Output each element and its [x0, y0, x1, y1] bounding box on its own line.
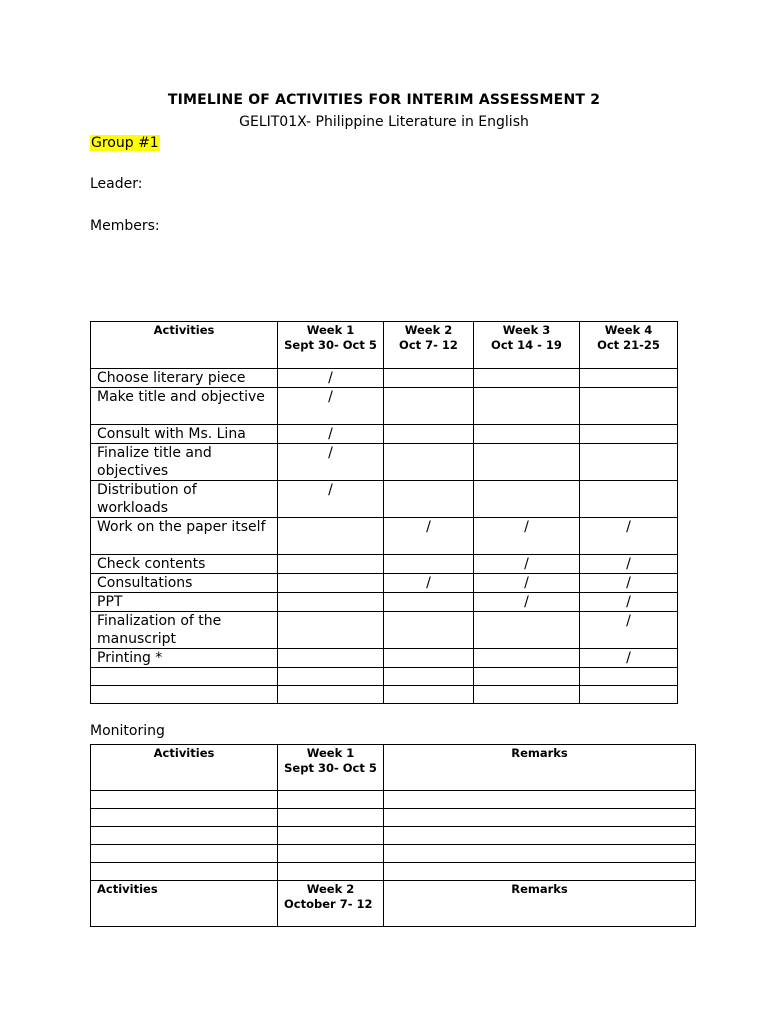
monitoring-cell: [278, 827, 384, 845]
week2-mark: [384, 444, 474, 481]
activity-cell: Consultations: [91, 574, 278, 593]
week2-mark: [384, 555, 474, 574]
week4-mark: [580, 444, 678, 481]
monitoring-cell: [278, 791, 384, 809]
table-row: [91, 863, 696, 881]
table-row: [91, 827, 696, 845]
week4-mark: [580, 668, 678, 686]
activity-cell: PPT: [91, 593, 278, 612]
table-row: [91, 574, 678, 593]
week4-mark: /: [580, 518, 678, 555]
week1-mark: [278, 574, 384, 593]
table-row: [91, 369, 678, 388]
timeline-header-row: [91, 322, 678, 369]
monitoring-header-row: [91, 745, 696, 791]
week2-title: Week 2: [404, 323, 453, 337]
activity-cell: Make title and objective: [91, 388, 278, 425]
leader-label: Leader:: [90, 176, 143, 192]
activity-cell: [91, 668, 278, 686]
week1-mark: [278, 649, 384, 668]
table-row: [91, 686, 678, 704]
monitoring-header-week2: [278, 881, 384, 927]
table-row: [91, 518, 678, 555]
week4-mark: [580, 388, 678, 425]
header-activities: Activities: [91, 322, 278, 369]
monitoring-table: [90, 744, 696, 927]
monitoring-cell: [91, 845, 278, 863]
week4-mark: /: [580, 555, 678, 574]
week2-mark: [384, 686, 474, 704]
activity-cell: Work on the paper itself: [91, 518, 278, 555]
table-row: [91, 444, 678, 481]
monitoring-header-row-week2: [91, 881, 696, 927]
week3-title: Week 3: [502, 323, 551, 337]
monitoring-week1-title: Week 1: [306, 746, 355, 760]
week2-mark: [384, 481, 474, 518]
monitoring-header-week1: [278, 745, 384, 791]
week2-mark: [384, 612, 474, 649]
week1-mark: /: [278, 369, 384, 388]
activity-cell: Check contents: [91, 555, 278, 574]
monitoring-cell: [278, 809, 384, 827]
monitoring-week2-dates: October 7- 12: [284, 897, 373, 911]
week1-mark: /: [278, 388, 384, 425]
timeline-table: [90, 321, 678, 704]
week4-mark: [580, 481, 678, 518]
activity-cell: Distribution of workloads: [91, 481, 278, 518]
monitoring-week2-title: Week 2: [306, 882, 355, 896]
week4-dates: Oct 21-25: [597, 338, 660, 352]
table-row: [91, 845, 696, 863]
monitoring-cell: [91, 827, 278, 845]
activity-cell: Finalization of the manuscript: [91, 612, 278, 649]
table-row: [91, 612, 678, 649]
monitoring-week1-dates: Sept 30- Oct 5: [284, 761, 377, 775]
week3-mark: [474, 649, 580, 668]
monitoring-cell: [278, 863, 384, 881]
monitoring-cell: [384, 863, 696, 881]
week2-mark: [384, 369, 474, 388]
table-row: [91, 425, 678, 444]
week2-mark: [384, 593, 474, 612]
members-label: Members:: [90, 218, 160, 234]
table-row: [91, 388, 678, 425]
week2-mark: [384, 388, 474, 425]
header-week2: [384, 322, 474, 369]
week4-mark: [580, 686, 678, 704]
table-row: [91, 593, 678, 612]
header-week3: [474, 322, 580, 369]
week4-mark: [580, 425, 678, 444]
monitoring-cell: [384, 809, 696, 827]
week3-mark: /: [474, 574, 580, 593]
week3-mark: [474, 668, 580, 686]
week1-title: Week 1: [306, 323, 355, 337]
week3-mark: [474, 388, 580, 425]
week4-mark: /: [580, 593, 678, 612]
table-row: [91, 555, 678, 574]
week3-dates: Oct 14 - 19: [491, 338, 562, 352]
week3-mark: /: [474, 518, 580, 555]
week2-mark: /: [384, 518, 474, 555]
week1-mark: [278, 612, 384, 649]
week4-mark: [580, 369, 678, 388]
activity-cell: Consult with Ms. Lina: [91, 425, 278, 444]
document-title: TIMELINE OF ACTIVITIES FOR INTERIM ASSESSMENT 2: [167, 92, 601, 108]
monitoring-label: Monitoring: [90, 723, 165, 739]
monitoring-header-remarks: Remarks: [384, 745, 696, 791]
week3-mark: [474, 425, 580, 444]
week2-dates: Oct 7- 12: [399, 338, 458, 352]
activity-cell: Printing *: [91, 649, 278, 668]
week4-mark: /: [580, 574, 678, 593]
monitoring-cell: [91, 791, 278, 809]
monitoring-cell: [91, 809, 278, 827]
activity-cell: Choose literary piece: [91, 369, 278, 388]
week1-mark: [278, 555, 384, 574]
activity-cell: Finalize title and objectives: [91, 444, 278, 481]
monitoring-cell: [384, 827, 696, 845]
monitoring-header-activities: Activities: [91, 745, 278, 791]
week3-mark: [474, 686, 580, 704]
week2-mark: [384, 425, 474, 444]
week3-mark: /: [474, 593, 580, 612]
week3-mark: [474, 612, 580, 649]
week1-mark: /: [278, 444, 384, 481]
activity-cell: [91, 686, 278, 704]
monitoring-cell: [91, 863, 278, 881]
week1-mark: [278, 593, 384, 612]
week4-title: Week 4: [604, 323, 653, 337]
week4-mark: /: [580, 612, 678, 649]
week1-mark: [278, 518, 384, 555]
group-label: Group #1: [91, 135, 159, 151]
week2-mark: /: [384, 574, 474, 593]
week4-mark: /: [580, 649, 678, 668]
monitoring-cell: [384, 791, 696, 809]
table-row: [91, 649, 678, 668]
week1-mark: /: [278, 425, 384, 444]
monitoring-cell: [278, 845, 384, 863]
week3-mark: [474, 444, 580, 481]
week3-mark: [474, 481, 580, 518]
monitoring-header-remarks-2: Remarks: [384, 881, 696, 927]
week1-dates: Sept 30- Oct 5: [284, 338, 377, 352]
course-subtitle: GELIT01X- Philippine Literature in English: [239, 114, 529, 130]
table-row: [91, 668, 678, 686]
header-week4: [580, 322, 678, 369]
week1-mark: [278, 686, 384, 704]
table-row: [91, 809, 696, 827]
week2-mark: [384, 668, 474, 686]
table-row: [91, 481, 678, 518]
monitoring-cell: [384, 845, 696, 863]
week3-mark: [474, 369, 580, 388]
week1-mark: /: [278, 481, 384, 518]
week1-mark: [278, 668, 384, 686]
table-row: [91, 791, 696, 809]
header-week1: [278, 322, 384, 369]
monitoring-header-activities-2: Activities: [91, 881, 278, 927]
week3-mark: /: [474, 555, 580, 574]
week2-mark: [384, 649, 474, 668]
